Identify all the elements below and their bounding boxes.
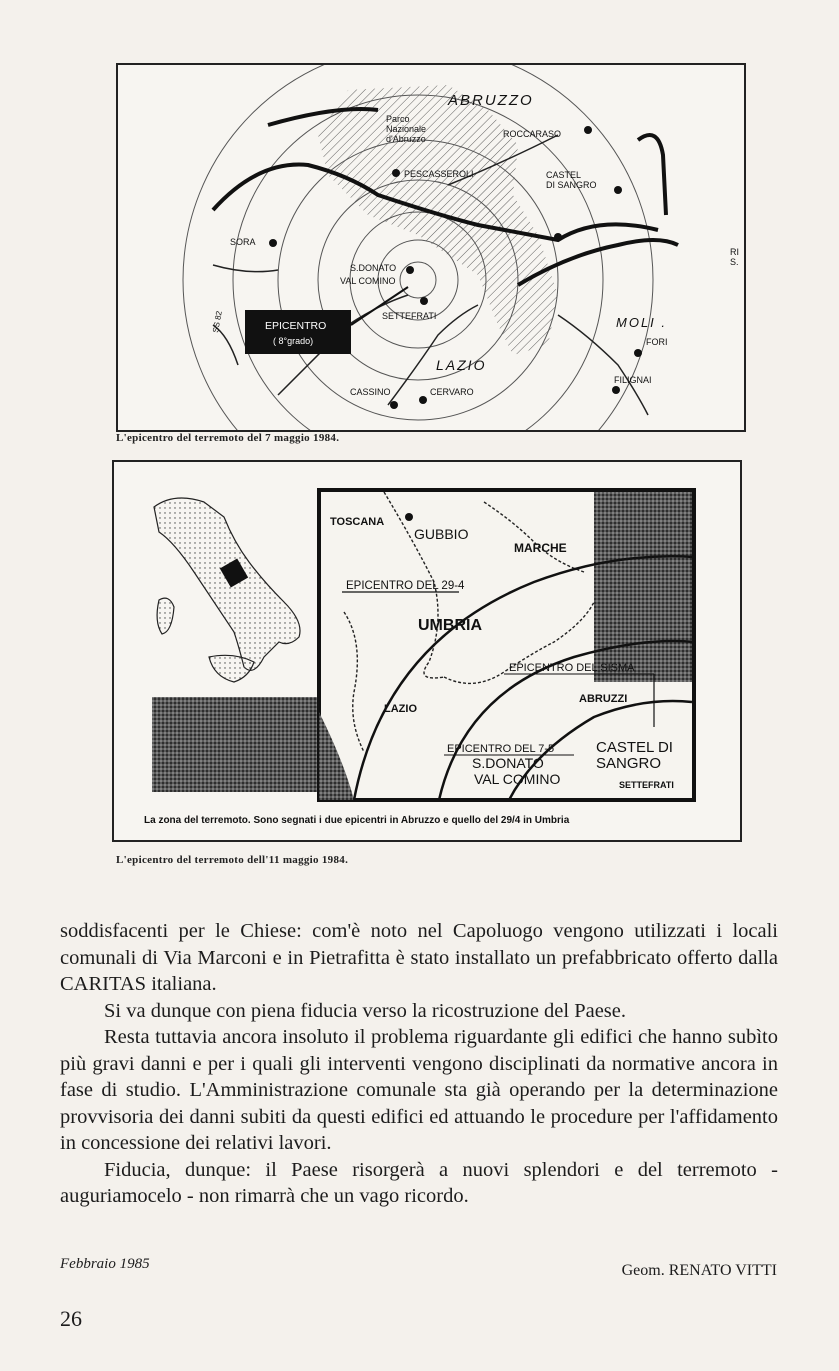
caption-map-2: L'epicentro del terremoto dell'11 maggio 1984. [116,854,349,866]
town-dot-roccaraso [584,126,592,134]
sardinia-inset [157,598,174,634]
town-cassino: CASSINO [350,387,391,397]
town-dot-settefrati [420,297,428,305]
label-toscana: TOSCANA [330,516,385,528]
town-dot-fornelli [634,349,642,357]
dot-gubbio [405,513,413,521]
label-castel-1: CASTEL DI [596,739,673,756]
article-date: Febbraio 1985 [60,1256,150,1272]
town-ri-2: S. [730,257,739,267]
town-pescasseroli: PESCASSEROLI [404,169,474,179]
label-gubbio: GUBBIO [414,526,469,542]
label-epicentro-sisma: EPICENTRO DEL SISMA [509,662,635,674]
town-cervaro: CERVARO [430,387,474,397]
caption-map-1: L'epicentro del terremoto del 7 maggio 1984. [116,432,340,444]
paragraph-1: soddisfacenti per le Chiese: com'è noto nel Capoluogo vengono utilizzati i locali comunali di Via Marconi e in Pietrafitta è stato installato un prefabbricato offerto dalla CARITAS italiana. [60,920,778,995]
town-castel-1: CASTEL [546,170,582,180]
sea-texture-left [152,697,327,792]
epicenter-box [245,310,351,354]
label-castel-2: SANGRO [596,755,662,772]
paragraph-2: Si va dunque con piena fiducia verso la ricostruzione del Paese. [104,999,627,1022]
sea-texture-right [594,492,692,682]
label-abruzzi: ABRUZZI [579,693,628,705]
town-dot-sdonato [406,266,414,274]
label-marche: MARCHE [514,541,567,555]
town-sdonato-2: VAL COMINO [340,276,396,286]
town-dot-cassino [390,401,398,409]
road-ss82: SS 82 [211,310,224,334]
region-lazio: LAZIO [436,357,487,373]
town-fornelli: FORI [646,337,668,347]
label-epicentro-75: EPICENTRO DEL 7-5 [447,743,555,755]
park-label-1: Parco [386,114,410,124]
article-body [60,918,778,1210]
park-label-3: d'Abruzzo [386,134,426,144]
region-abruzzo: ABRUZZO [448,92,534,109]
town-settefrati: SETTEFRATI [382,311,437,321]
epicenter-box-degree: ( 8°grado) [273,336,314,346]
sicily-inset [209,655,254,682]
epicenter-box-label: EPICENTRO [265,320,327,332]
label-settefrati: SETTEFRATI [619,780,674,790]
town-sora: SORA [230,237,256,247]
town-ri-1: RI [730,247,739,257]
label-umbria: UMBRIA [418,617,482,634]
park-label-2: Nazionale [386,124,427,134]
region-molise: MOLI . [616,315,668,330]
author-signature: Geom. RENATO VITTI [621,1262,777,1279]
epicenter-map-1-svg [118,65,744,430]
town-dot-filignano [612,386,620,394]
town-sdonato-1: S.DONATO [350,263,397,273]
town-dot-castel [614,186,622,194]
town-filignano: FILIGNAI [614,375,652,385]
town-castel-2: DI SANGRO [546,180,597,190]
paragraph-3: Resta tuttavia ancora insoluto il problema riguardante gli edifici che hanno subìto più gravi danni e per i quali gli interventi vengono disciplinati da normative ancora in fase di studio. L'Amministrazione comunale sta già operando per la determinazione provvisoria dei danni subiti da questi edifici ed attuando le procedure per l'affidamento in concessione dei relativi lavori. [60,1026,778,1154]
town-dot-sora [269,239,277,247]
earthquake-zone-map-2 [112,460,742,842]
italy-inset-map [154,498,300,670]
zone-map-inner-caption: La zona del terremoto. Sono segnati i due epicentri in Abruzzo e quello del 29/4 in Umbria [144,815,570,826]
paragraph-4: Fiducia, dunque: il Paese risorgerà a nuovi splendori e del terremoto - auguriamocelo - non rimarrà che un vago ricordo. [60,1158,778,1207]
junction-dot [554,233,562,241]
earthquake-zone-map-2-svg [114,462,740,840]
label-lazio: LAZIO [384,703,417,715]
label-sdonato-1: S.DONATO [472,755,544,771]
page-number: 26 [60,1306,82,1331]
town-dot-pescasseroli [392,169,400,177]
town-roccaraso: ROCCARASO [503,129,562,139]
town-dot-cervaro [419,396,427,404]
label-sdonato-2: VAL COMINO [474,771,561,787]
label-epicentro-29: EPICENTRO DEL 29-4 [346,580,465,592]
epicenter-map-1 [116,63,746,432]
